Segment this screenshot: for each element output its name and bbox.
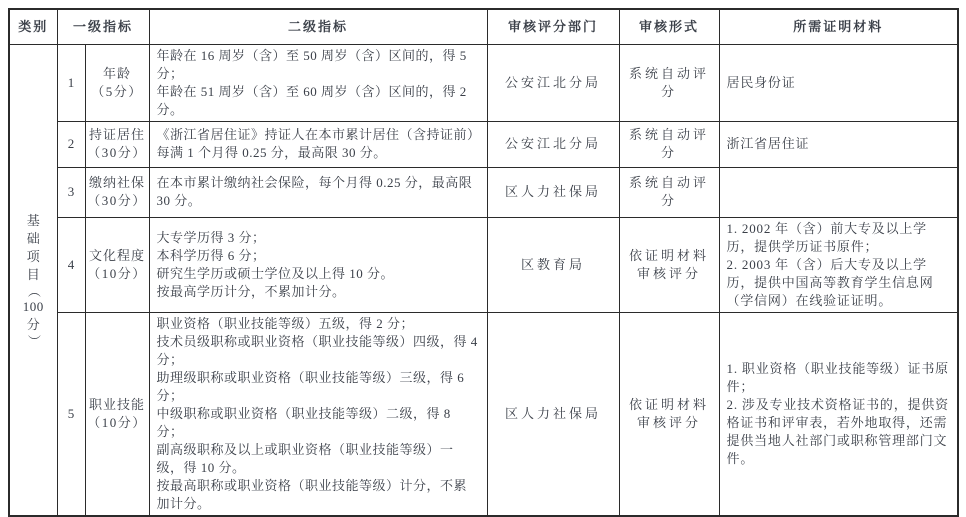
review-form-cell: 系统自动评分	[619, 44, 719, 121]
table-row	[9, 217, 958, 312]
materials-cell: 浙江省居住证	[719, 121, 958, 167]
indicator-score-table	[8, 8, 959, 517]
criteria-cell: 在本市累计缴纳社会保险，每个月得 0.25 分，最高限 30 分。	[149, 167, 487, 217]
header-review-form: 审核形式	[619, 9, 719, 44]
table-row	[9, 167, 958, 217]
header-level1-indicator: 一级指标	[57, 9, 149, 44]
criteria-cell: 大专学历得 3 分； 本科学历得 6 分； 研究生学历或硕士学位及以上得 10 分。 按最高学历计分，不累加计分。	[149, 217, 487, 312]
materials-cell: 1. 2002 年（含）前大专及以上学历，提供学历证书原件； 2. 2003 年（含）后大专及以上学历，提供中国高等教育学生信息网（学信网）在线验证证明。	[719, 217, 958, 312]
criteria-cell: 职业资格（职业技能等级）五级，得 2 分； 技术员级职称或职业资格（职业技能等级）四级，得 4 分； 助理级职称或职业资格（职业技能等级）三级，得 6 分； 中级职称或职业资格（职业技能等级）二级，得 8 分； 副高级职称及以上或职业资格（职业技能等级）一级，得 10 分。 按最高职称或职业资格（职业技能等级）计分，不累加计分。	[149, 312, 487, 516]
indicator-name: 持证居住	[89, 127, 146, 142]
review-form-cell: 依证明材料 审核评分	[619, 312, 719, 516]
category-char: 础	[26, 230, 40, 246]
header-category: 类别	[9, 9, 57, 44]
materials-cell: 居民身份证	[719, 44, 958, 121]
criteria-cell: 年龄在 16 周岁（含）至 50 周岁（含）区间的，得 5 分； 年龄在 51 周岁（含）至 60 周岁（含）区间的，得 2 分。	[149, 44, 487, 121]
category-char: 项	[26, 248, 40, 264]
category-cell	[9, 44, 57, 516]
indicator-name: 缴纳社保	[89, 175, 146, 190]
row-number: 4	[57, 217, 85, 312]
table-row	[9, 312, 958, 516]
row-number: 1	[57, 44, 85, 121]
department-cell: 区人力社保局	[487, 167, 619, 217]
department-cell: 公安江北分局	[487, 44, 619, 121]
category-char: 目	[26, 266, 40, 282]
review-form-cell: 系统自动评分	[619, 167, 719, 217]
materials-cell	[719, 167, 958, 217]
indicator-name-cell	[85, 312, 149, 516]
indicator-name-cell	[85, 44, 149, 121]
row-number: 5	[57, 312, 85, 516]
table-header-row	[9, 9, 958, 44]
category-open-paren: （	[26, 283, 42, 298]
category-vertical-label	[10, 214, 57, 346]
table-row	[9, 121, 958, 167]
category-close-paren: ）	[26, 333, 42, 348]
category-char: 分	[26, 316, 40, 332]
review-form-cell: 系统自动评分	[619, 121, 719, 167]
indicator-score: （10分）	[87, 414, 147, 430]
department-cell: 区人力社保局	[487, 312, 619, 516]
indicator-name-cell	[85, 167, 149, 217]
indicator-name-cell	[85, 121, 149, 167]
table-row	[9, 44, 958, 121]
indicator-score: （5分）	[91, 83, 143, 99]
criteria-cell: 《浙江省居住证》持证人在本市累计居住（含持证前）每满 1 个月得 0.25 分，最高限 30 分。	[149, 121, 487, 167]
indicator-name: 年龄	[103, 65, 132, 81]
materials-cell: 1. 职业资格（职业技能等级）证书原件； 2. 涉及专业技术资格证书的，提供资格证书和评审表，若外地取得，还需提供当地人社部门或职称管理部门文件。	[719, 312, 958, 516]
category-char: 基	[26, 212, 40, 228]
header-required-materials: 所需证明材料	[719, 9, 958, 44]
row-number: 2	[57, 121, 85, 167]
header-level2-indicator: 二级指标	[149, 9, 487, 44]
indicator-score: （30分）	[87, 193, 147, 208]
review-form-cell: 依证明材料 审核评分	[619, 217, 719, 312]
row-number: 3	[57, 167, 85, 217]
department-cell: 区教育局	[487, 217, 619, 312]
category-score-number: 100	[22, 298, 44, 314]
indicator-name-cell	[85, 217, 149, 312]
indicator-name: 职业技能	[89, 396, 146, 412]
indicator-score: （10分）	[87, 265, 147, 281]
indicator-name: 文化程度	[89, 247, 146, 263]
indicator-score: （30分）	[87, 145, 147, 160]
header-review-department: 审核评分部门	[487, 9, 619, 44]
department-cell: 公安江北分局	[487, 121, 619, 167]
